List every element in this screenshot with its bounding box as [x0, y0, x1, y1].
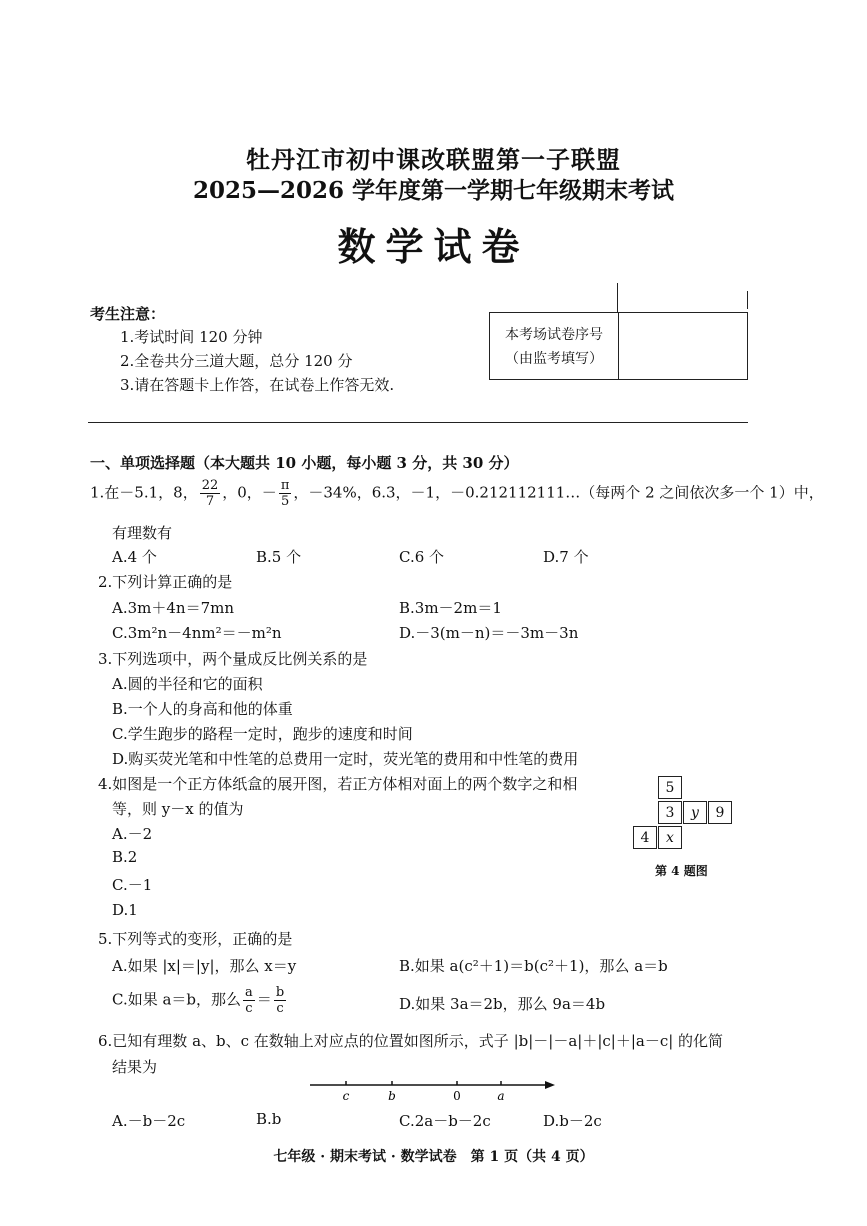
option-b: B.2 [112, 848, 138, 866]
notice-item: 3.请在答题卡上作答，在试卷上作答无效. [120, 376, 395, 394]
fraction: $\frac{b}{c}$ [275, 985, 285, 1016]
option-a: A.－b－2c [112, 1112, 186, 1130]
net-cell: 4 [633, 826, 657, 849]
q1-suffix: ，－34%，6.3，－1，－0.212112111…（每两个 2 之间依次多一个 1）中， [293, 483, 824, 502]
q1-mid: ，0，－ [222, 483, 277, 502]
exam-subject-title: 数学试卷 [337, 224, 530, 269]
page-footer: 七年级 · 期末考试 · 数学试卷 第 1 页（共 4 页） [273, 1149, 594, 1165]
option-b: B.3m－2m＝1 [399, 599, 502, 617]
notice-heading: 考生注意： [90, 305, 166, 323]
net-cell: 5 [658, 776, 682, 799]
notice-item: 2.全卷共分三道大题，总分 120 分 [120, 352, 353, 370]
divider [88, 422, 748, 423]
seat-label-line2: （由监考填写） [505, 351, 603, 367]
seat-label-line1: 本考场试卷序号 [505, 327, 603, 343]
question-3-stem: 3.下列选项中，两个量成反比例关系的是 [98, 650, 368, 668]
option-a: A.－2 [112, 825, 153, 843]
question-1-line2: 有理数有 [112, 524, 173, 542]
question-1-stem [90, 478, 824, 509]
option-d: D.－3(m－n)＝－3m－3n [399, 624, 579, 642]
number-line-figure [305, 1074, 560, 1104]
q1-prefix: 1.在－5.1，8， [90, 483, 198, 502]
label-a: a [497, 1089, 505, 1103]
option-a: A.如果 |x|＝|y|，那么 x＝y [112, 957, 297, 975]
option-b: B.5 个 [256, 548, 302, 566]
net-cell: y [683, 801, 707, 824]
seat-number-box [489, 283, 748, 379]
fraction: $\frac{a}{c}$ [245, 985, 253, 1016]
option-d: D.1 [112, 901, 138, 919]
option-c: C.如果 a＝b，那么 $\frac{a}{c}$ ＝ $\frac{b}{c}$ [112, 985, 285, 1016]
section-heading: 一、单项选择题（本大题共 10 小题，每小题 3 分，共 30 分） [90, 454, 519, 472]
option-b: B.一个人的身高和他的体重 [112, 700, 293, 718]
label-b: b [388, 1089, 396, 1103]
question-6-stem-line2: 结果为 [112, 1058, 158, 1076]
option-a: A.3m＋4n＝7mn [112, 599, 234, 617]
arrow-icon [545, 1081, 555, 1089]
net-cell: 9 [708, 801, 732, 824]
option-d: D.购买荧光笔和中性笔的总费用一定时，荧光笔的费用和中性笔的费用 [112, 750, 579, 768]
fraction: $\frac{\pi}{5}$ [280, 478, 290, 509]
exam-term-title: 2025—2026 学年度第一学期七年级期末考试 [192, 177, 675, 204]
exam-org-title: 牡丹江市初中课改联盟第一子联盟 [246, 145, 621, 174]
figure-caption: 第 4 题图 [655, 864, 708, 878]
net-cell: 3 [658, 801, 682, 824]
option-d: D.7 个 [543, 548, 589, 566]
option-c: C.3m²n－4nm²＝－m²n [112, 624, 282, 642]
option-c: C.学生跑步的路程一定时，跑步的速度和时间 [112, 725, 413, 743]
option-d: D.b－2c [543, 1112, 602, 1130]
notice-item: 1.考试时间 120 分钟 [120, 328, 263, 346]
label-zero: 0 [453, 1089, 461, 1103]
net-cell: x [658, 826, 682, 849]
option-c: C.－1 [112, 876, 153, 894]
option-a: A.4 个 [112, 548, 157, 566]
option-c: C.2a－b－2c [399, 1112, 491, 1130]
question-4-stem-line2: 等，则 y－x 的值为 [112, 800, 244, 818]
question-4-stem: 4.如图是一个正方体纸盒的展开图，若正方体相对面上的两个数字之和相 [98, 775, 578, 793]
question-2-stem: 2.下列计算正确的是 [98, 573, 233, 591]
question-5-stem: 5.下列等式的变形，正确的是 [98, 930, 293, 948]
cube-net-figure [633, 776, 743, 852]
option-b: B.b [256, 1110, 282, 1128]
option-b: B.如果 a(c²＋1)＝b(c²＋1)，那么 a＝b [399, 957, 668, 975]
fraction: $\frac{22}{7}$ [201, 478, 219, 509]
option-d: D.如果 3a＝2b，那么 9a＝4b [399, 995, 606, 1013]
label-c: c [342, 1089, 350, 1103]
question-6-stem: 6.已知有理数 a、b、c 在数轴上对应点的位置如图所示，式子 |b|－|－a|＋|c|＋|a－c| 的化简 [98, 1032, 724, 1050]
option-c: C.6 个 [399, 548, 445, 566]
option-a: A.圆的半径和它的面积 [112, 675, 263, 693]
